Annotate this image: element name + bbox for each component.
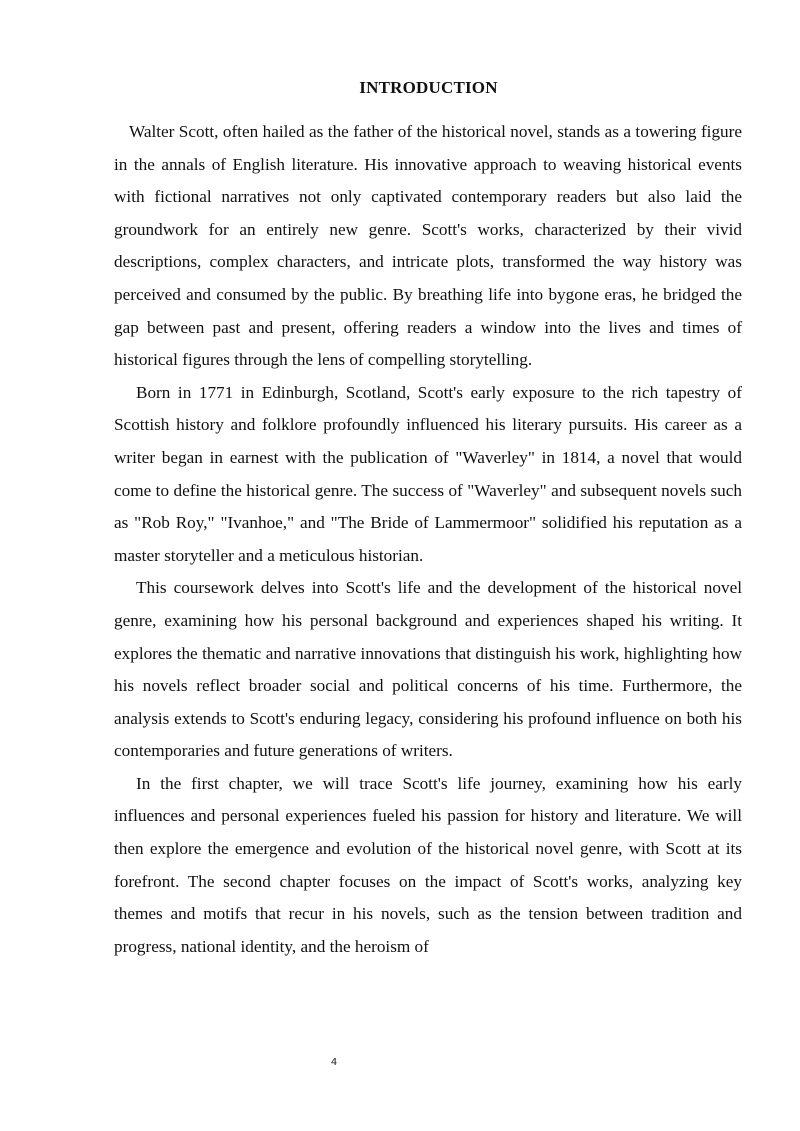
page-title: INTRODUCTION [359,78,498,97]
page-number: 4 [330,1057,338,1068]
paragraph-2: Born in 1771 in Edinburgh, Scotland, Scott's early exposure to the rich tapestry of Scottish history and folklore profoundly influenced his literary pursuits. His career as a writer began in earnest with the publication of "Waverley" in 1814, a novel that would come to define the historical genre. The success of "Waverley" and subsequent novels such as "Rob Roy," "Ivanhoe," and "The Bride of Lammermoor" solidified his reputation as a master storyteller and a meticulous historian. [114,382,742,565]
paragraph-1: Walter Scott, often hailed as the father of the historical novel, stands as a towering figure in the annals of English literature. His innovative approach to weaving historical events with fictional narratives not only captivated contemporary readers but also laid the groundwork for an entirely new genre. Scott's works, characterized by their vivid descriptions, complex characters, and intricate plots, transformed the way history was perceived and consumed by the public. By breathing life into bygone eras, he bridged the gap between past and present, offering readers a window into the lives and times of historical figures through the lens of compelling storytelling. [114,122,742,370]
paragraph-3: This coursework delves into Scott's life and the development of the historical novel genre, examining how his personal background and experiences shaped his writing. It explores the thematic and narrative innovations that distinguish his work, highlighting how his novels reflect broader social and political concerns of his time. Furthermore, the analysis extends to Scott's enduring legacy, considering his profound influence on both his contemporaries and future generations of writers. [114,578,742,761]
body-text [114,116,742,963]
paragraph-4: In the first chapter, we will trace Scott's life journey, examining how his early influences and personal experiences fueled his passion for history and literature. We will then explore the emergence and evolution of the historical novel genre, with Scott at its forefront. The second chapter focuses on the impact of Scott's works, analyzing key themes and motifs that recur in his novels, such as the tension between tradition and progress, national identity, and the heroism of [114,773,742,956]
